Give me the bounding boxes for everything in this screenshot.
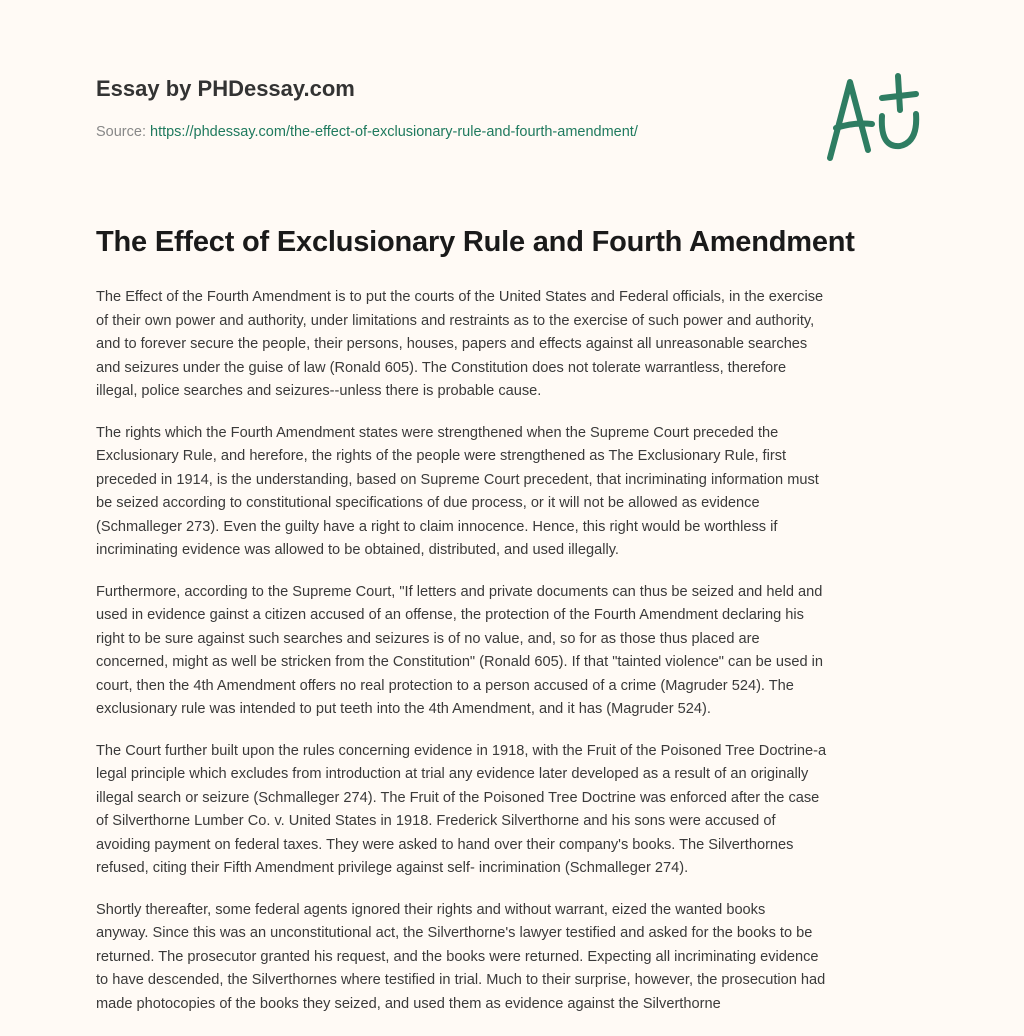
paragraph-line: The Effect of the Fourth Amendment is to put the courts of the United States and Federal officials, in the exercise	[96, 289, 824, 305]
paragraph-line: preceded in 1914, is the understanding, based on Supreme Court precedent, that incriminating information must	[96, 471, 819, 488]
paragraph-line: Shortly thereafter, some federal agents ignored their rights and without warrant, eized the wanted books	[96, 901, 766, 918]
paragraph-line: (Schmalleger 273). Even the guilty have a right to claim innocence. Hence, this right would be worthless if	[96, 518, 778, 535]
paragraph-line: illegal, police searches and seizures--unless there is probable cause.	[96, 383, 542, 399]
paragraph-line: The Court further built upon the rules concerning evidence in 1918, with the Fruit of the Poisoned Tree Doctrine-a	[96, 742, 827, 759]
paragraph-line: avoiding payment on federal taxes. They were asked to hand over their company's books. The Silverthornes	[96, 836, 794, 853]
paragraph-line: concerned, might as well be stricken from the Constitution" (Ronald 605). If that "tainted violence" can be used in	[96, 654, 823, 670]
paragraph-line: The rights which the Fourth Amendment states were strengthened when the Supreme Court preceded the	[96, 424, 779, 441]
paragraph-line: exclusionary rule was intended to put teeth into the 4th Amendment, and it has (Magruder 524).	[96, 701, 711, 717]
paragraph-line: and seizures under the guise of law (Ronald 605). The Constitution does not tolerate warrantless, therefore	[96, 359, 787, 376]
paragraph-line: legal principle which excludes from introduction at trial any evidence later developed as a result of an originally	[96, 766, 809, 782]
paragraph-line: Furthermore, according to the Supreme Court, "If letters and private documents can thus be seized and held and	[96, 583, 823, 600]
paragraph-line: incriminating evidence was allowed to be obtained, distributed, and used illegally.	[96, 542, 619, 558]
source-label: Source:	[96, 124, 150, 140]
paragraph-line: right to be sure against such searches and seizures is of no value, and, so for as those thus placed are	[96, 630, 760, 647]
article-paragraph	[96, 899, 936, 1017]
paragraph-line: of Silverthorne Lumber Co. v. United States in 1918. Frederick Silverthorne and his sons were accused of	[96, 813, 776, 829]
site-brand: Essay by PHDessay.com	[96, 76, 355, 101]
article-title: The Effect of Exclusionary Rule and Fourth Amendment	[96, 226, 855, 258]
article-paragraph	[96, 740, 936, 881]
paragraph-line: made photocopies of the books they seized, and used them as evidence against the Silverthorne	[96, 995, 721, 1012]
article-body	[96, 286, 936, 1034]
paragraph-line: and to forever secure the people, their persons, houses, papers and effects against all unreasonable searches	[96, 336, 808, 352]
paragraph-line: to have descended, the Silverthornes where testified in trial. Much to their surprise, however, the prosecution had	[96, 972, 826, 988]
paragraph-line: anyway. Since this was an unconstitutional act, the Silverthorne's lawyer testified and asked for the books to be	[96, 925, 813, 941]
article-paragraph	[96, 422, 936, 563]
paragraph-line: illegal search or seizure (Schmalleger 274). The Fruit of the Poisoned Tree Doctrine was enforced after the case	[96, 789, 820, 806]
paragraph-line: be seized according to constitutional specifications of due process, or it will not be allowed as evidence	[96, 495, 760, 511]
source-link[interactable]: https://phdessay.com/the-effect-of-exclusionary-rule-and-fourth-amendment/	[150, 124, 638, 140]
source-line	[96, 124, 638, 140]
a-plus-logo	[820, 70, 930, 165]
paragraph-line: refused, citing their Fifth Amendment privilege against self- incrimination (Schmalleger 274).	[96, 860, 689, 876]
paragraph-line: of their own power and authority, under limitations and restraints as to the exercise of such power and authority,	[96, 312, 815, 329]
paragraph-line: returned. The prosecutor granted his request, and the books were returned. Expecting all incriminating evidence	[96, 948, 819, 965]
paragraph-line: court, then the 4th Amendment offers no real protection to a person accused of a crime (Magruder 524). The	[96, 677, 794, 694]
article-paragraph	[96, 286, 936, 404]
article-paragraph	[96, 581, 936, 722]
paragraph-line: Exclusionary Rule, and herefore, the rights of the people were strengthened as The Exclusionary Rule, first	[96, 448, 787, 464]
paragraph-line: used in evidence gainst a citizen accused of an offense, the protection of the Fourth Amendment declaring his	[96, 607, 804, 623]
